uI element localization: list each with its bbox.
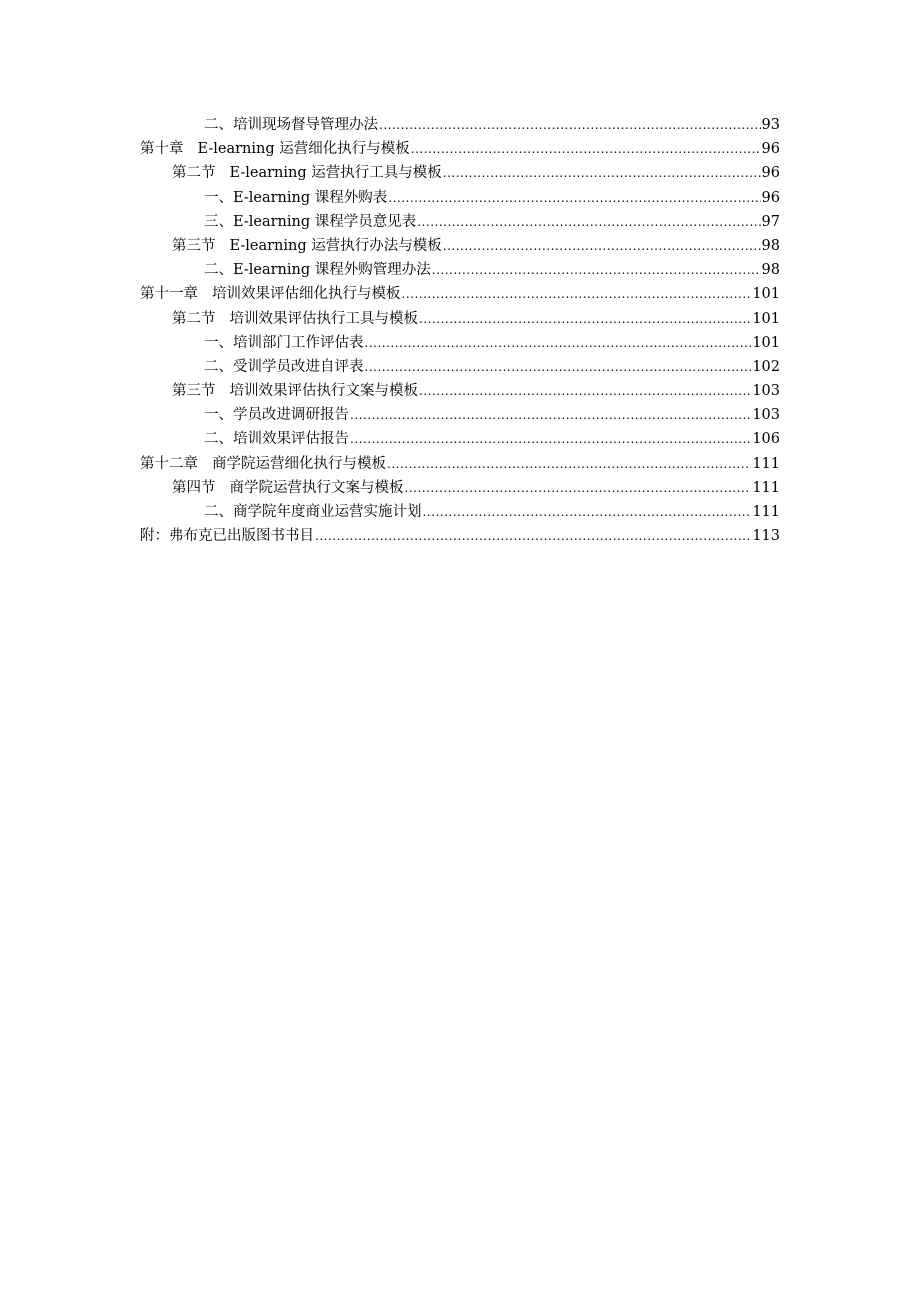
toc-entry-title-text: 二、受训学员改进自评表 xyxy=(204,358,364,375)
toc-entry-title-text: 二、培训现场督导管理办法 xyxy=(204,117,378,133)
toc-dot-leader xyxy=(388,186,760,210)
toc-entry-title-text: 一、学员改进调研报告 xyxy=(204,407,349,424)
toc-entry[interactable] xyxy=(140,113,780,137)
toc-entry-title-text: 二、商学院年度商业运营实施计划 xyxy=(204,504,422,520)
toc-dot-leader xyxy=(405,476,752,500)
toc-page-number: 101 xyxy=(752,286,780,303)
toc-entry-title-text: 培训效果评估执行文案与模板 xyxy=(229,383,418,400)
toc-dot-leader xyxy=(402,282,752,306)
toc-page-number: 103 xyxy=(752,383,780,400)
toc-entry-title xyxy=(172,476,404,500)
toc-page-number: 111 xyxy=(752,455,780,472)
toc-entry[interactable] xyxy=(140,476,780,500)
toc-entry-title xyxy=(172,307,418,331)
toc-entry-title-text: 商学院运营执行文案与模板 xyxy=(229,479,404,496)
toc-entry-number: 第二节 xyxy=(172,165,216,182)
toc-entry-number: 第三节 xyxy=(172,237,216,254)
toc-entry-title xyxy=(172,379,418,403)
toc-page-number: 106 xyxy=(752,431,780,448)
toc-entry-number: 第三节 xyxy=(172,383,216,400)
toc-page-number: 111 xyxy=(752,479,780,496)
toc-entry[interactable] xyxy=(140,403,780,427)
toc-entry-title-text: 商学院运营细化执行与模板 xyxy=(212,455,386,472)
toc-dot-leader xyxy=(350,403,751,427)
toc-entry-title xyxy=(140,137,410,161)
toc-entry[interactable] xyxy=(140,307,780,331)
toc-dot-leader xyxy=(379,113,761,137)
toc-entry-title-text: 三、E-learning 课程学员意见表 xyxy=(204,213,417,230)
toc-entry[interactable] xyxy=(140,210,780,234)
table-of-contents xyxy=(140,113,780,548)
toc-dot-leader xyxy=(411,137,761,161)
toc-entry-title xyxy=(140,282,401,306)
toc-dot-leader xyxy=(350,427,751,451)
toc-entry-title xyxy=(172,161,442,185)
toc-entry[interactable] xyxy=(140,234,780,258)
toc-entry-title-text: 培训效果评估执行工具与模板 xyxy=(229,310,418,327)
toc-entry-title xyxy=(204,355,364,379)
toc-dot-leader xyxy=(315,524,751,548)
toc-entry[interactable] xyxy=(140,258,780,282)
toc-entry-title xyxy=(204,427,349,451)
toc-entry-number: 第十一章 xyxy=(140,286,198,303)
toc-entry-title xyxy=(140,524,314,548)
toc-entry[interactable] xyxy=(140,137,780,161)
toc-entry[interactable] xyxy=(140,331,780,355)
toc-dot-leader xyxy=(419,379,751,403)
toc-page-number: 111 xyxy=(752,504,780,520)
toc-entry[interactable] xyxy=(140,186,780,210)
toc-page-number: 98 xyxy=(761,262,780,279)
toc-dot-leader xyxy=(417,210,760,234)
toc-entry-title xyxy=(204,210,416,234)
toc-page-number: 96 xyxy=(761,189,780,206)
toc-entry-title-text: 二、培训效果评估报告 xyxy=(204,431,349,448)
toc-entry-title xyxy=(204,258,431,282)
toc-entry-number: 第二节 xyxy=(172,310,216,327)
toc-dot-leader xyxy=(365,331,752,355)
toc-entry-title xyxy=(204,500,422,524)
toc-entry-title-text: E-learning 运营执行工具与模板 xyxy=(229,165,442,182)
toc-dot-leader xyxy=(419,307,751,331)
toc-entry[interactable] xyxy=(140,500,780,524)
toc-entry-title-text: 一、E-learning 课程外购表 xyxy=(204,189,388,206)
toc-entry[interactable] xyxy=(140,282,780,306)
toc-entry[interactable] xyxy=(140,379,780,403)
toc-entry-number: 第十章 xyxy=(140,141,184,158)
toc-entry-title xyxy=(204,186,387,210)
toc-entry[interactable] xyxy=(140,427,780,451)
toc-dot-leader xyxy=(432,258,761,282)
toc-dot-leader xyxy=(443,161,761,185)
toc-page-number: 101 xyxy=(752,334,780,351)
toc-dot-leader xyxy=(423,500,752,524)
toc-entry[interactable] xyxy=(140,355,780,379)
toc-entry-number: 第四节 xyxy=(172,479,216,496)
toc-entry-title-text: 附：弗布克已出版图书书目 xyxy=(140,528,314,545)
toc-page-number: 102 xyxy=(752,358,780,375)
toc-page-number: 101 xyxy=(752,310,780,327)
toc-page-number: 93 xyxy=(761,117,780,133)
toc-dot-leader xyxy=(443,234,761,258)
toc-page-number: 96 xyxy=(761,165,780,182)
toc-entry-title-text: 一、培训部门工作评估表 xyxy=(204,334,364,351)
toc-entry-title xyxy=(204,331,364,355)
toc-entry-title-text: 培训效果评估细化执行与模板 xyxy=(212,286,401,303)
toc-entry-number: 第十二章 xyxy=(140,455,198,472)
toc-entry-title xyxy=(204,403,349,427)
toc-page-number: 113 xyxy=(752,528,780,545)
toc-entry-title xyxy=(172,234,442,258)
toc-entry-title-text: E-learning 运营执行办法与模板 xyxy=(229,237,442,254)
toc-entry[interactable] xyxy=(140,452,780,476)
toc-dot-leader xyxy=(387,452,751,476)
toc-dot-leader xyxy=(365,355,752,379)
toc-entry-title xyxy=(140,452,386,476)
toc-entry-title xyxy=(204,113,378,137)
toc-page-number: 98 xyxy=(761,237,780,254)
toc-entry-title-text: 二、E-learning 课程外购管理办法 xyxy=(204,262,431,279)
toc-page-number: 96 xyxy=(761,141,780,158)
toc-entry[interactable] xyxy=(140,524,780,548)
toc-entry-title-text: E-learning 运营细化执行与模板 xyxy=(197,141,410,158)
toc-entry[interactable] xyxy=(140,161,780,185)
toc-page-number: 97 xyxy=(761,213,780,230)
toc-page-number: 103 xyxy=(752,407,780,424)
